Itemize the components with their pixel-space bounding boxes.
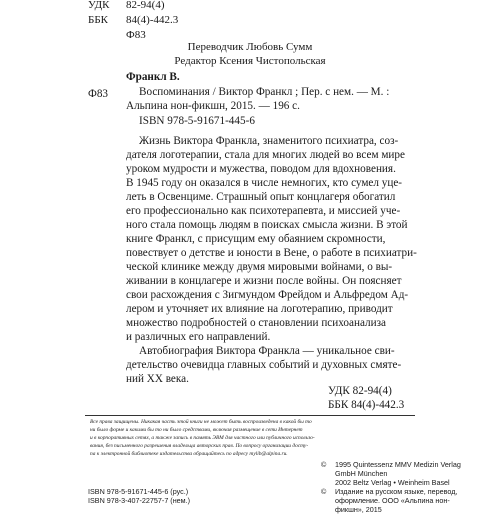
annotation-line: лером и уточняет их влияние на логотерапию, приводит bbox=[126, 303, 393, 315]
annotation-line: книге Франкл, с присущим ему обаянием скромности, bbox=[126, 233, 386, 245]
bbk-code-bottom: ББК 84(4)-442.3 bbox=[328, 399, 405, 411]
editor-credit: Редактор Ксения Чистопольская bbox=[174, 55, 326, 67]
annotation-line: дателя логотерапии, стала для многих людей во всем мире bbox=[126, 149, 405, 161]
author-mark-top: Ф83 bbox=[126, 29, 146, 41]
catalog-author: Франкл В. bbox=[126, 71, 180, 83]
udk-code-bottom: УДК 82-94(4) bbox=[328, 385, 392, 397]
annotation-line: его профессионально как психотерапевта, и миссией уче- bbox=[126, 205, 401, 217]
catalog-isbn: ISBN 978-5-91671-445-6 bbox=[139, 115, 255, 127]
translator-credit: Переводчик Любовь Сумм bbox=[187, 41, 313, 53]
copyright-line: фикшн», 2015 bbox=[335, 505, 382, 514]
annotation-line: Автобиография Виктора Франкла — уникальное сви- bbox=[139, 345, 395, 357]
annotation-line: ний XX века. bbox=[126, 373, 189, 385]
annotation-line: свои расхождения с Зигмундом Фрейдом и Альфредом Ад- bbox=[126, 289, 409, 301]
rights-notice-line: и в корпоративных сетях, а также запись в память ЭВМ для частного или публичного использо- bbox=[90, 435, 315, 441]
copyright-line: 2002 Beltz Verlag • Weinheim Basel bbox=[335, 478, 450, 487]
annotation-line: и различных его направлений. bbox=[126, 331, 271, 343]
annotation-line: ного стала помощь людям в поисках смысла жизни. В этой bbox=[126, 219, 408, 231]
annotation-line: ческой клинике между двумя мировыми войнами, о вы- bbox=[126, 261, 393, 273]
annotation-line: детельство очевидца главных событий и духовных смяте- bbox=[126, 359, 402, 371]
isbn-russian: ISBN 978-5-91671-445-6 (рус.) bbox=[88, 487, 189, 496]
annotation-line: множество подробностей о становлении психоанализа bbox=[126, 317, 386, 329]
copyright-line: оформление. ООО «Альпина нон- bbox=[335, 496, 450, 505]
annotation-line: живании в концлагере и жизни после войны. Он поясняет bbox=[126, 275, 402, 287]
annotation-line: уроком мудрости и мужества, поводом для вдохновения. bbox=[126, 163, 396, 175]
copyright-line: 1995 Quintessenz MMV Medizin Verlag bbox=[335, 460, 461, 469]
udk-code: 82-94(4) bbox=[126, 0, 165, 11]
annotation-line: повествует о детстве и юности в Вене, о работе в психиатри- bbox=[126, 247, 417, 259]
rights-notice-line: Все права защищены. Никакая часть этой книги не может быть воспроизведена в какой бы то bbox=[90, 419, 312, 425]
copyright-symbol: © bbox=[321, 460, 327, 469]
catalog-entry-line-2: Альпина нон-фикшн, 2015. — 196 с. bbox=[126, 100, 300, 112]
author-mark: Ф83 bbox=[88, 88, 109, 100]
rights-notice-line: ни было форме и какими бы то ни было средствами, включая размещение в сети Интернет bbox=[90, 427, 303, 433]
bbk-label: ББК bbox=[88, 14, 108, 26]
udk-label: УДК bbox=[88, 0, 110, 11]
annotation-line: леть в Освенциме. Страшный опыт концлагеря обогатил bbox=[126, 191, 396, 203]
copyright-line: GmbH München bbox=[335, 469, 388, 478]
annotation-line: Жизнь Виктора Франкла, знаменитого психиатра, соз- bbox=[139, 135, 399, 147]
rights-notice-line: па к электронной библиотеке издательства обращайтесь по адресу mylib@alpina.ru. bbox=[90, 451, 288, 457]
copyright-symbol: © bbox=[321, 487, 327, 496]
catalog-entry-line-1: Воспоминания / Виктор Франкл ; Пер. с нем. — М. : bbox=[139, 86, 390, 98]
separator-rule bbox=[85, 415, 415, 416]
copyright-line: Издание на русском языке, перевод, bbox=[335, 487, 458, 496]
annotation-line: В 1945 году он оказался в числе немногих, кто сумел уце- bbox=[126, 177, 403, 189]
rights-notice-line: вания, без письменного разрешения владельца авторских прав. По вопросу организации досту- bbox=[90, 443, 309, 449]
isbn-german: ISBN 978-3-407-22757-7 (нем.) bbox=[88, 496, 191, 505]
bbk-code: 84(4)-442.3 bbox=[126, 14, 179, 26]
